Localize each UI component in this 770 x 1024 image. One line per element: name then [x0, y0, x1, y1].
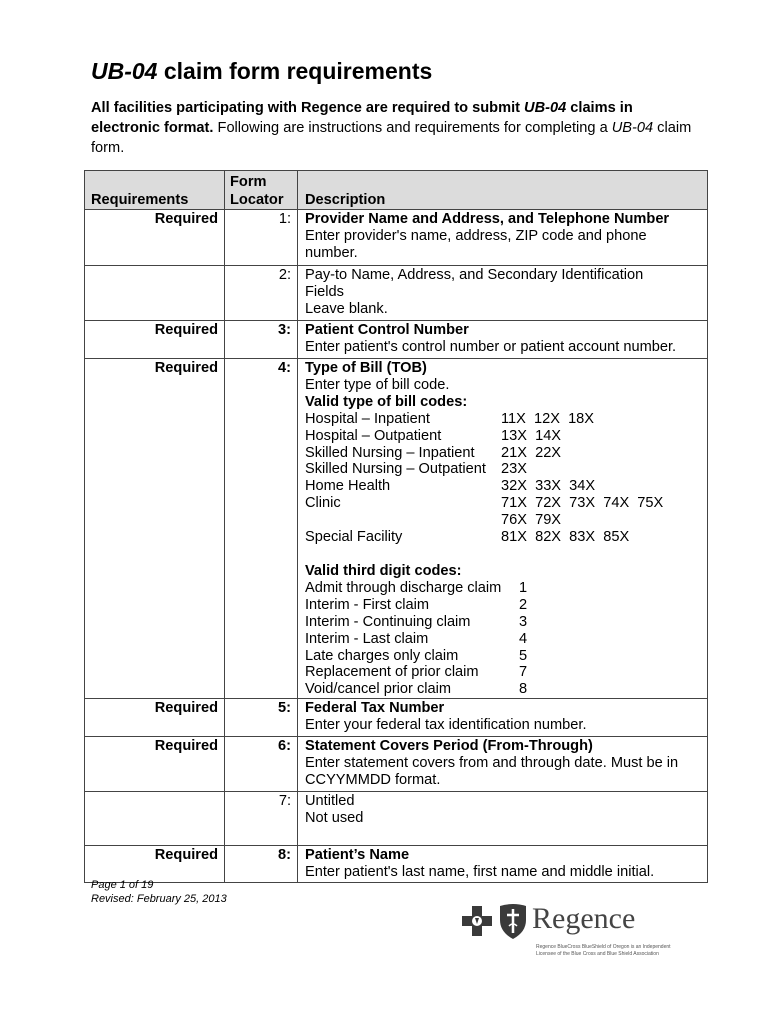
page-title: UB-04 claim form requirements — [91, 58, 433, 84]
table-row — [85, 699, 707, 737]
requirement-cell — [85, 792, 225, 845]
locator-cell: 1: — [225, 210, 298, 265]
locator-cell: 8: — [225, 846, 298, 882]
locator-cell: 2: — [225, 266, 298, 320]
locator-cell: 6: — [225, 737, 298, 791]
requirement-cell: Required — [85, 210, 225, 265]
requirement-cell — [85, 266, 225, 320]
header-form-locator: Form Locator — [225, 171, 298, 209]
locator-cell: 5: — [225, 699, 298, 736]
licensee-note: Regence BlueCross BlueShield of Oregon is an Independent Licensee of the Blue Cross and Blue Shield Association — [536, 944, 671, 957]
requirements-table — [84, 170, 708, 883]
bill-code-line: Skilled Nursing – Outpatient 23X — [305, 461, 527, 478]
description-cell: Patient Control Number Enter patient's control number or patient account number. — [305, 322, 677, 355]
header-description: Description — [305, 192, 386, 208]
locator-cell: 3: — [225, 321, 298, 358]
requirement-cell: Required — [85, 699, 225, 736]
header-requirements: Requirements — [85, 171, 225, 209]
bill-code-line: 76X 79X — [501, 512, 562, 529]
table-row — [85, 321, 707, 359]
blue-cross-icon — [460, 904, 494, 938]
page-footer — [91, 878, 227, 906]
bill-code-line: Home Health 32X 33X 34X — [305, 478, 596, 495]
blue-shield-icon — [498, 902, 528, 940]
regence-wordmark: Regence — [532, 902, 636, 935]
bill-code-line: Clinic 71X 72X 73X 74X 75X — [305, 495, 664, 512]
bill-code-line: Hospital – Inpatient 11X 12X 18X — [305, 410, 595, 427]
regence-logo — [460, 900, 671, 970]
digit-code-line: Admit through discharge claim 1 — [305, 579, 528, 596]
digit-code-line: Replacement of prior claim 7 — [305, 664, 528, 681]
table-row — [85, 737, 707, 792]
table-row — [85, 359, 707, 699]
description-cell: Type of Bill (TOB) Enter type of bill code. Valid type of bill codes: Hospital – Inpatient 11X 12X 18X Hospital – Outpatient 13X 14X Skilled Nursing – Inpatient 21X 22X Skilled Nursing – Outpatient 23X Home Health 32X 33X 34X Clinic 71X 72X 73X 74X 75X 76X 79X Special Facility 81X 82X 83X 85X Valid third digit codes: Admit through discharge claim 1 Interim - First claim 2 Interim - Continuing claim 3 Interim - Last claim 4 Late charges only claim 5 Replacement of prior claim 7 Void/cancel prior claim 8 — [298, 359, 707, 698]
digit-code-line: Interim - Last claim 4 — [305, 630, 528, 647]
bill-code-line: Special Facility 81X 82X 83X 85X — [305, 529, 630, 546]
digit-code-line: Interim - Continuing claim 3 — [305, 613, 528, 630]
table-row — [85, 266, 707, 321]
digit-code-line: Void/cancel prior claim 8 — [305, 681, 528, 698]
page-number: Page 1 of 19 — [91, 879, 154, 891]
revision-date: Revised: February 25, 2013 — [91, 893, 227, 905]
table-header — [85, 171, 707, 210]
requirement-cell: Required — [85, 846, 225, 882]
digit-code-line: Interim - First claim 2 — [305, 596, 528, 613]
requirement-cell: Required — [85, 321, 225, 358]
table-row — [85, 792, 707, 846]
bill-code-line: Skilled Nursing – Inpatient 21X 22X — [305, 444, 562, 461]
description-cell: Pay-to Name, Address, and Secondary Identification Fields Leave blank. — [305, 267, 644, 317]
bill-code-line: Hospital – Outpatient 13X 14X — [305, 427, 562, 444]
description-cell: Federal Tax Number Enter your federal tax identification number. — [305, 700, 587, 733]
requirement-cell: Required — [85, 737, 225, 791]
digit-code-line: Late charges only claim 5 — [305, 647, 528, 664]
table-row — [85, 210, 707, 266]
requirement-cell: Required — [85, 359, 225, 698]
description-cell: Patient’s Name Enter patient's last name, first name and middle initial. — [305, 847, 655, 880]
description-cell: Untitled Not used — [305, 793, 364, 826]
locator-cell: 7: — [225, 792, 298, 845]
intro-paragraph: All facilities participating with Regence are required to submit UB-04 claims in electronic format. Following are instructions and requirements for completing a UB-04 claim form. — [91, 100, 692, 156]
locator-cell: 4: — [225, 359, 298, 698]
description-cell: Statement Covers Period (From-Through) Enter statement covers from and through date. Must be in CCYYMMDD format. — [305, 738, 679, 788]
description-cell: Provider Name and Address, and Telephone Number Enter provider's name, address, ZIP code and phone number. — [305, 211, 670, 261]
